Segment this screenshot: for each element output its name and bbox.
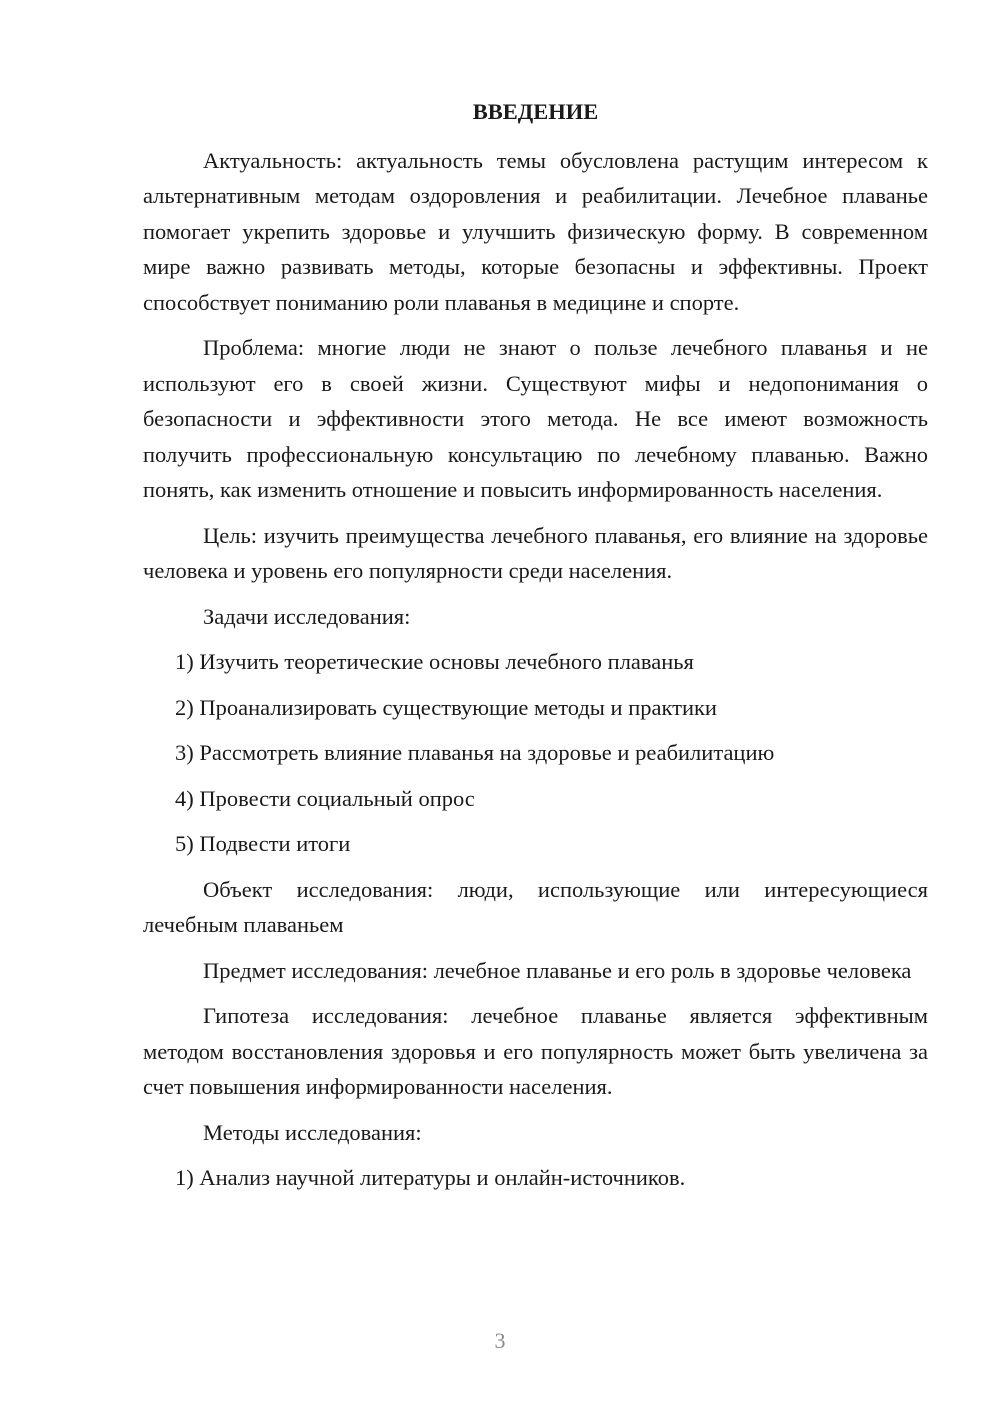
- page-title: ВВЕДЕНИЕ: [472, 99, 599, 124]
- paragraph-problem: Проблема: многие люди не знают о пользе лечебного плаванья и не используют его в своей жизни. Существуют мифы и недопонимания о безопасности и эффективности этого метода. Не все имеют возможность получить профессиональную консультацию по лечебному плаванью. Важно понять, как изменить отношение и повысить информированность населения.: [143, 335, 928, 502]
- list-item: 1) Анализ научной литературы и онлайн-источников.: [175, 1165, 686, 1190]
- list-item: 4) Провести социальный опрос: [175, 785, 475, 811]
- methods-heading: Методы исследования:: [203, 1119, 422, 1145]
- methods-list: [143, 1160, 928, 1196]
- paragraph-subject: Предмет исследования: лечебное плаванье и его роль в здоровье человека: [203, 957, 912, 983]
- document-page: [143, 94, 928, 1206]
- paragraph-relevance: Актуальность: актуальность темы обусловлена растущим интересом к альтернативным методам оздоровления и реабилитации. Лечебное плаванье помогает укрепить здоровье и улучшить физическую форму. В современном мире важно развивать методы, которые безопасны и эффективны. Проект способствует пониманию роли плаванья в медицине и спорте.: [143, 147, 928, 315]
- tasks-list: [143, 644, 928, 862]
- list-item: 3) Рассмотреть влияние плаванья на здоровье и реабилитацию: [175, 740, 775, 765]
- tasks-heading: Задачи исследования:: [203, 603, 411, 629]
- list-item: 2) Проанализировать существующие методы и практики: [175, 694, 717, 720]
- list-item: 1) Изучить теоретические основы лечебного плаванья: [175, 649, 694, 674]
- list-item: 5) Подвести итоги: [175, 831, 351, 856]
- paragraph-hypothesis: Гипотеза исследования: лечебное плаванье является эффективным методом восстановления здоровья и его популярность может быть увеличена за счет повышения информированности населения.: [143, 1003, 928, 1099]
- paragraph-goal: Цель: изучить преимущества лечебного плаванья, его влияние на здоровье человека и уровень его популярности среди населения.: [143, 522, 928, 583]
- page-number: 3: [494, 1328, 506, 1353]
- paragraph-object: Объект исследования: люди, использующие или интересующиеся лечебным плаваньем: [143, 876, 928, 937]
